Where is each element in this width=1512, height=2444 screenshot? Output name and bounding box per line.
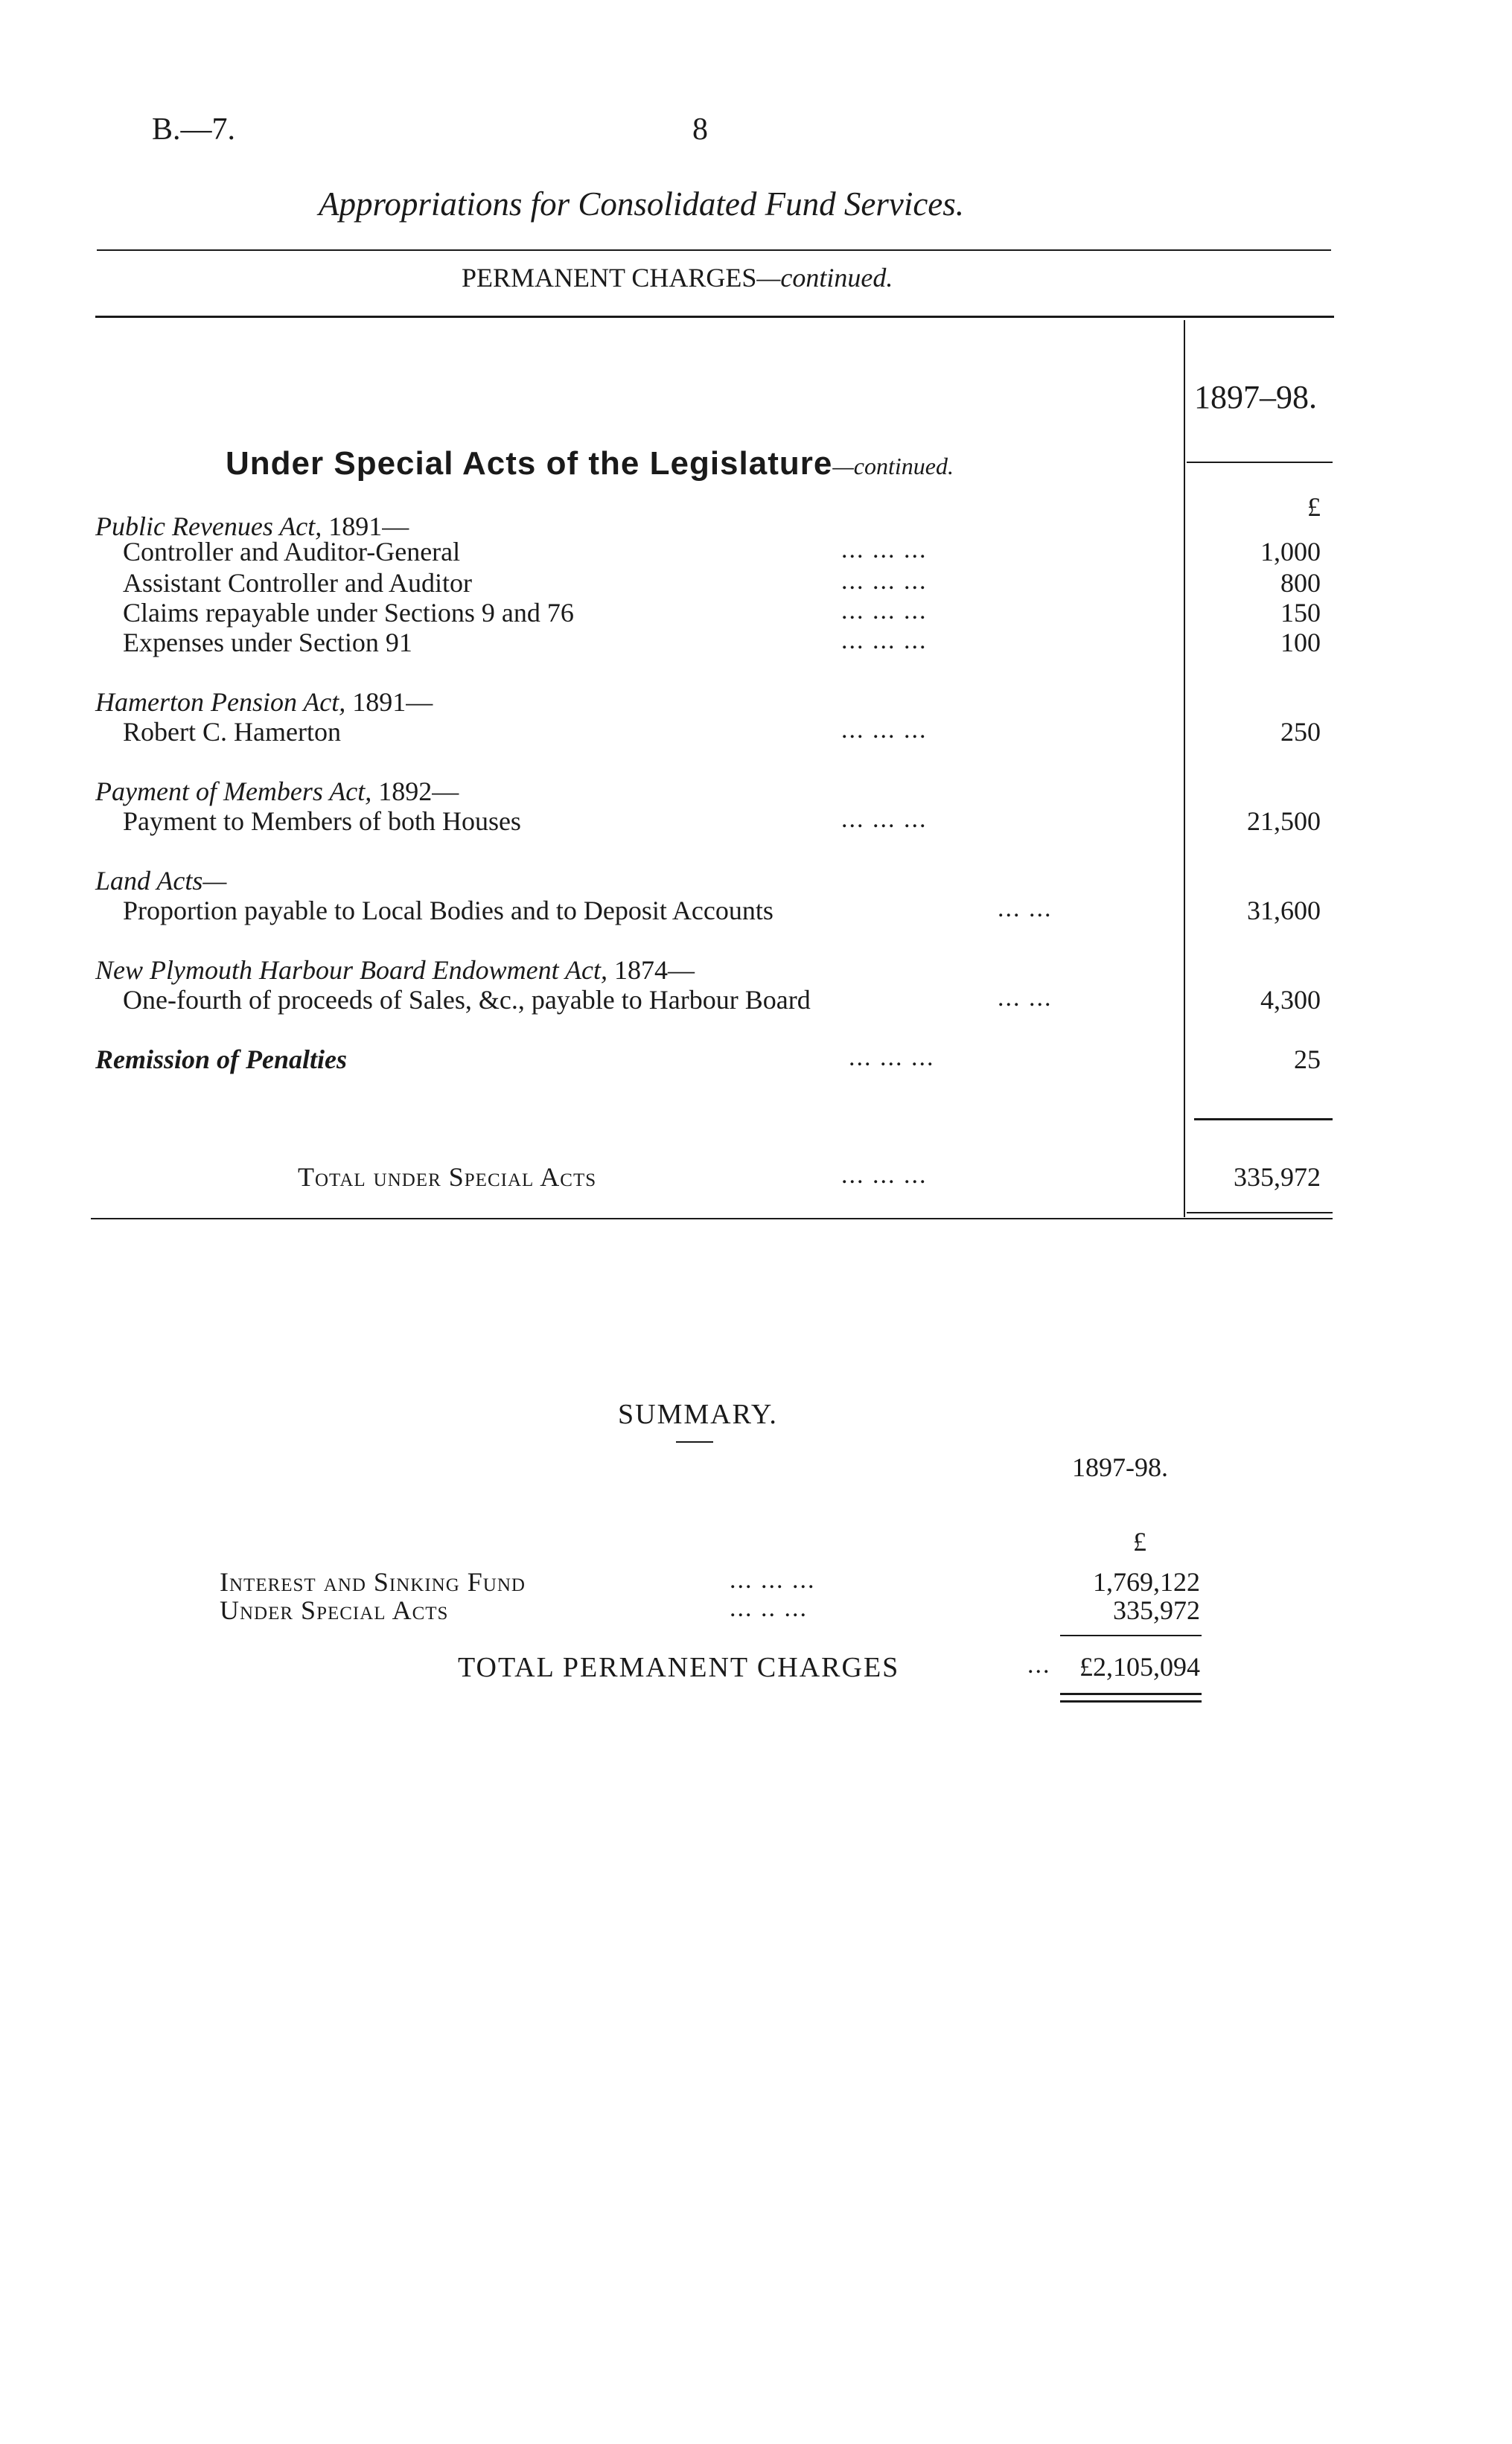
act-year: 1874— xyxy=(607,955,695,985)
leader-dots: ... ... ... xyxy=(841,597,928,625)
page-title: Appropriations for Consolidated Fund Services. xyxy=(319,185,965,223)
item-amount: 1,000 xyxy=(1260,537,1321,567)
item-amount: 800 xyxy=(1280,568,1321,598)
item-amount: 4,300 xyxy=(1260,985,1321,1015)
summary-total-label: TOTAL PERMANENT CHARGES xyxy=(458,1652,900,1683)
summary-total-amount: £2,105,094 xyxy=(1079,1652,1200,1682)
leader-dots: ... ... ... xyxy=(849,1044,935,1071)
item-label: Proportion payable to Local Bodies and to Deposit Accounts xyxy=(123,896,773,925)
item-amount: 250 xyxy=(1280,717,1321,747)
act-name: Public Revenues Act, xyxy=(95,511,322,541)
act-year: 1891— xyxy=(322,511,409,541)
summary-title-rule xyxy=(676,1441,713,1443)
item-label: Assistant Controller and Auditor xyxy=(123,568,472,598)
summary-row-label: Under Special Acts xyxy=(220,1595,449,1625)
amount-column-divider xyxy=(1184,320,1185,1217)
section-heading-continued: —continued. xyxy=(756,263,893,293)
item-label: Expenses under Section 91 xyxy=(123,628,412,657)
act-name: New Plymouth Harbour Board Endowment Act, xyxy=(95,955,607,985)
act-name: Payment of Members Act, xyxy=(95,776,372,806)
item-amount: 100 xyxy=(1280,628,1321,657)
special-acts-heading-main: Under Special Acts of the Legislature xyxy=(226,445,833,482)
document-reference: B.—7. xyxy=(152,112,236,147)
item-label: Payment to Members of both Houses xyxy=(123,806,521,836)
summary-row-amount: 1,769,122 xyxy=(1093,1567,1200,1597)
table-bottom-rule xyxy=(91,1218,1333,1219)
item-label: One-fourth of proceeds of Sales, &c., payable to Harbour Board xyxy=(123,985,811,1015)
summary-year: 1897-98. xyxy=(1072,1452,1168,1482)
section-heading-main: PERMANENT CHARGES xyxy=(462,263,757,293)
year-rule xyxy=(1187,462,1333,463)
summary-total-double-rule xyxy=(1060,1693,1202,1695)
leader-dots: ... ... ... xyxy=(841,716,928,744)
total-special-acts-amount: 335,972 xyxy=(1234,1162,1321,1192)
summary-row-label: Interest and Sinking Fund xyxy=(220,1567,526,1597)
summary-row-amount: 335,972 xyxy=(1113,1595,1200,1625)
act-year: 1891— xyxy=(345,687,433,717)
item-amount: 150 xyxy=(1280,598,1321,628)
members-act-heading xyxy=(95,776,459,807)
leader-dots: ... ... ... xyxy=(841,627,928,654)
hamerton-act-heading xyxy=(95,686,433,718)
act-name: Hamerton Pension Act, xyxy=(95,687,346,717)
year-header: 1897–98. xyxy=(1194,379,1317,415)
total-rule xyxy=(1194,1118,1333,1120)
total-special-acts-label: Total under Special Acts xyxy=(298,1162,597,1192)
currency-symbol: £ xyxy=(1307,492,1321,522)
page-number: 8 xyxy=(692,112,708,147)
special-acts-heading xyxy=(226,445,954,482)
table-bottom-rule-double xyxy=(1187,1212,1333,1213)
leader-dots: ... ... ... xyxy=(841,567,928,595)
leader-dots: ... ... ... xyxy=(841,805,928,833)
leader-dots: ... xyxy=(1027,1651,1051,1679)
summary-total-double-rule-2 xyxy=(1060,1700,1202,1703)
act-year: 1892— xyxy=(371,776,459,806)
leader-dots: ... .. ... xyxy=(730,1595,808,1622)
land-acts-heading: Land Acts— xyxy=(95,866,227,896)
section-heading xyxy=(462,262,893,293)
item-label: Controller and Auditor-General xyxy=(123,537,461,567)
leader-dots: ... ... ... xyxy=(841,536,928,564)
leader-dots: ... ... xyxy=(998,984,1053,1012)
title-rule xyxy=(97,249,1331,251)
summary-currency: £ xyxy=(1133,1527,1146,1557)
item-label: Robert C. Hamerton xyxy=(123,717,341,747)
item-label: Claims repayable under Sections 9 and 76 xyxy=(123,598,574,628)
item-amount: 31,600 xyxy=(1247,896,1321,925)
leader-dots: ... ... ... xyxy=(730,1566,816,1594)
leader-dots: ... ... xyxy=(998,895,1053,922)
special-acts-heading-continued: —continued. xyxy=(832,453,954,479)
item-amount: 21,500 xyxy=(1247,806,1321,836)
harbour-act-heading xyxy=(95,954,695,986)
penalties-label: Remission of Penalties xyxy=(95,1044,348,1074)
heading-rule xyxy=(95,316,1334,318)
item-amount: 25 xyxy=(1294,1044,1321,1074)
summary-title: SUMMARY. xyxy=(618,1399,778,1430)
leader-dots: ... ... ... xyxy=(841,1161,928,1189)
summary-sum-rule xyxy=(1060,1635,1202,1636)
